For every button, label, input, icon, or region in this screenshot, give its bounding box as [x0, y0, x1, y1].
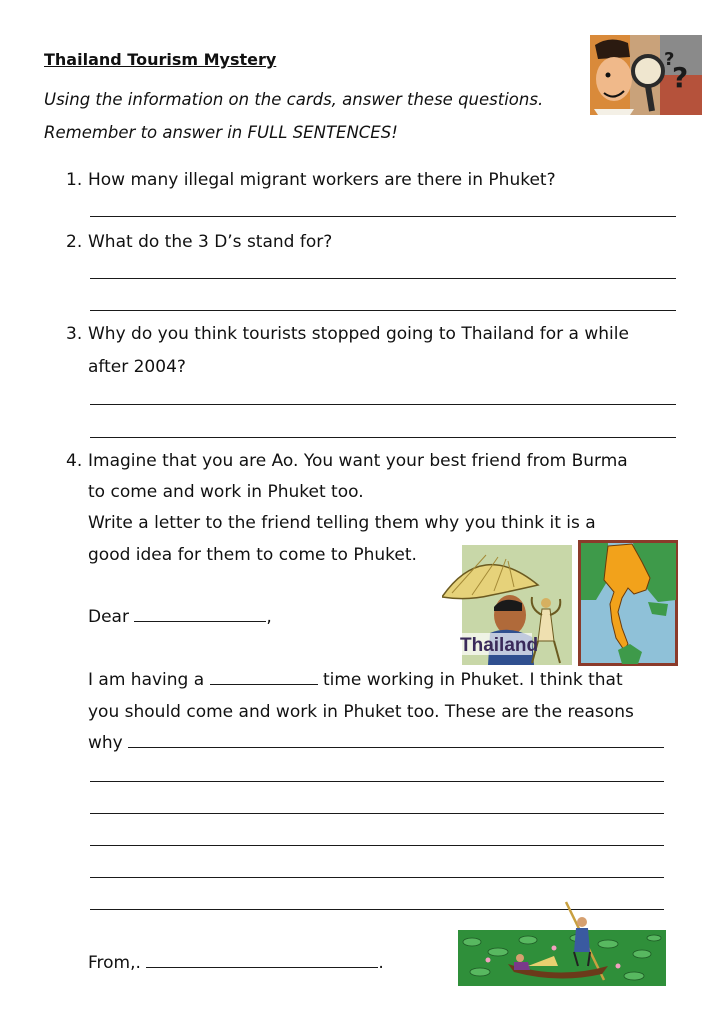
- question-4-line-4: good idea for them to come to Phuket.: [88, 545, 417, 565]
- question-4-line-2: to come and work in Phuket too.: [88, 482, 364, 502]
- letter-answer-line[interactable]: [90, 845, 664, 846]
- question-number: 2.: [66, 232, 83, 252]
- question-2: [66, 232, 332, 252]
- letter-answer-line[interactable]: [90, 813, 664, 814]
- question-text: What do the 3 D’s stand for?: [88, 232, 333, 252]
- question-text: Why do you think tourists stopped going to Thailand for a while: [88, 324, 629, 344]
- letter-answer-line[interactable]: [90, 877, 664, 878]
- thailand-map-clipart: [578, 540, 678, 666]
- question-4-line-3: Write a letter to the friend telling them why you think it is a: [88, 513, 596, 533]
- answer-line[interactable]: [90, 437, 676, 438]
- answer-line[interactable]: [90, 404, 676, 405]
- question-3: [66, 324, 629, 344]
- question-3-continued: after 2004?: [88, 357, 186, 377]
- signoff-period: .: [378, 953, 384, 973]
- question-text: How many illegal migrant workers are there in Phuket?: [88, 170, 556, 190]
- letter-line-3: [88, 733, 664, 753]
- question-number: 3.: [66, 324, 83, 344]
- question-number: 4.: [66, 451, 83, 471]
- letter-line-1: [88, 670, 623, 690]
- instruction-line-1: Using the information on the cards, answer these questions.: [44, 90, 544, 109]
- dear-label: Dear: [88, 607, 129, 627]
- letter-line-2: you should come and work in Phuket too. These are the reasons: [88, 702, 634, 722]
- question-text: Imagine that you are Ao. You want your best friend from Burma: [88, 451, 628, 471]
- reasons-blank[interactable]: [128, 733, 664, 748]
- friend-name-blank[interactable]: [134, 607, 266, 622]
- letter-text: time working in Phuket. I think that: [322, 670, 623, 690]
- thailand-clipart: [442, 545, 572, 665]
- letter-text: I am having a: [88, 670, 205, 690]
- river-boat-clipart: [458, 900, 666, 988]
- thailand-label: Thailand: [460, 635, 539, 656]
- answer-line[interactable]: [90, 216, 676, 217]
- letter-signoff: [88, 953, 384, 973]
- question-number: 1.: [66, 170, 83, 190]
- from-label: From,.: [88, 953, 141, 973]
- letter-text: why: [88, 733, 123, 753]
- question-1: [66, 170, 556, 190]
- letter-greeting: [88, 607, 272, 627]
- greeting-comma: ,: [266, 607, 272, 627]
- answer-line[interactable]: [90, 310, 676, 311]
- question-4: [66, 451, 628, 471]
- answer-line[interactable]: [90, 278, 676, 279]
- letter-answer-line[interactable]: [90, 781, 664, 782]
- page-title: Thailand Tourism Mystery: [44, 50, 277, 69]
- signature-blank[interactable]: [146, 953, 378, 968]
- detective-clipart: [590, 35, 702, 115]
- time-adjective-blank[interactable]: [210, 670, 318, 685]
- svg-text:?: ?: [672, 61, 689, 94]
- svg-text:?: ?: [664, 49, 675, 70]
- instruction-line-2: Remember to answer in FULL SENTENCES!: [44, 123, 398, 142]
